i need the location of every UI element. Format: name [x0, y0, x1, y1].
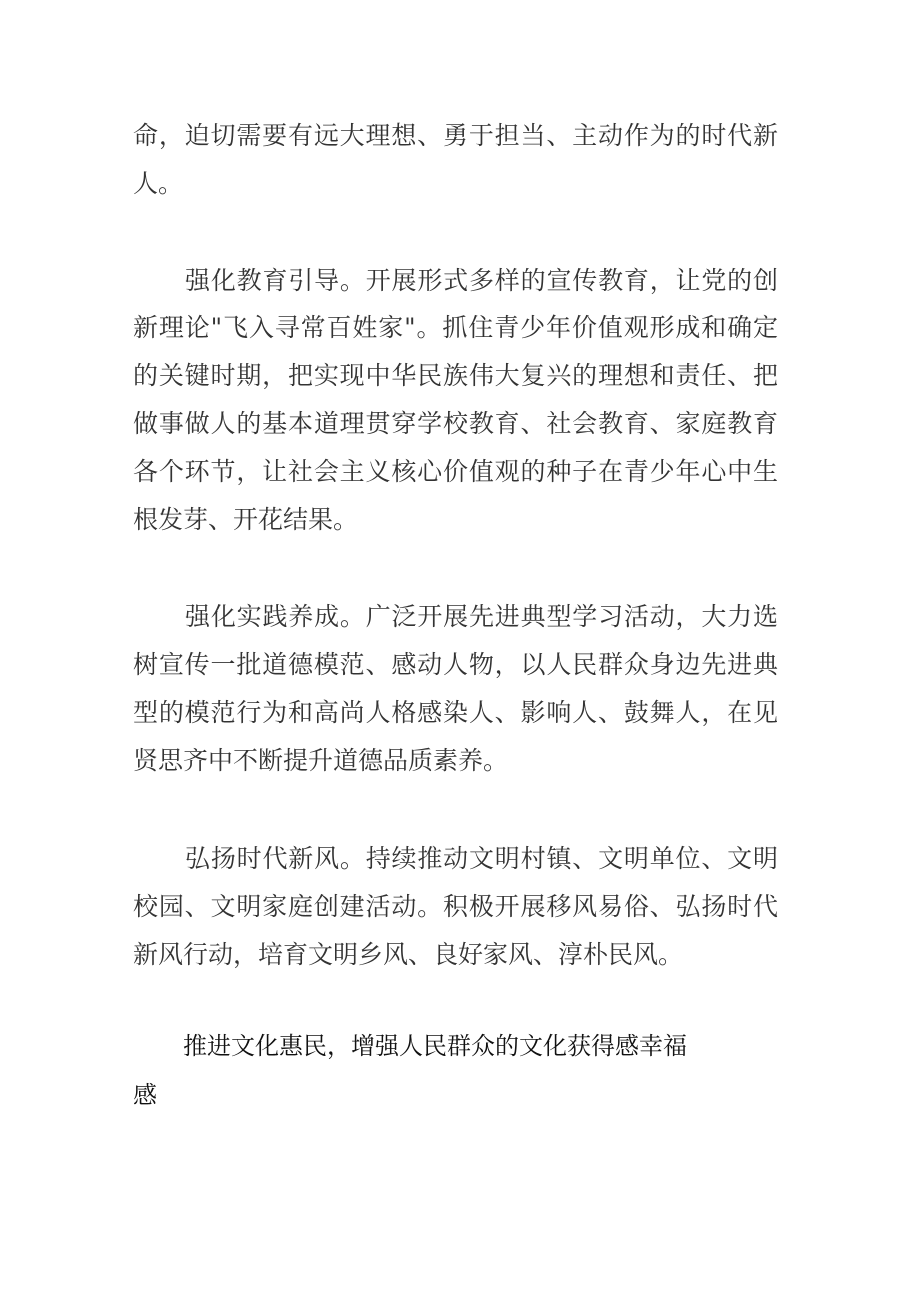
paragraph-line: 贤思齐中不断提升道德品质素养。	[133, 746, 509, 775]
paragraph-line: 校园、文明家庭创建活动。积极开展移风易俗、弘扬时代	[133, 892, 778, 921]
paragraph-line: 型的模范行为和高尚人格感染人、影响人、鼓舞人，在见	[133, 698, 778, 727]
section-heading-continuation: 感	[133, 1081, 157, 1109]
paragraph-line: 做事做人的基本道理贯穿学校教育、社会教育、家庭教育	[133, 409, 778, 438]
paragraph-line: 各个环节，让社会主义核心价值观的种子在青少年心中生	[133, 457, 778, 486]
paragraph-line: 新风行动，培育文明乡风、良好家风、淳朴民风。	[133, 940, 684, 969]
paragraph-line: 强化实践养成。广泛开展先进典型学习活动，大力选	[185, 602, 778, 631]
paragraph-line: 弘扬时代新风。持续推动文明村镇、文明单位、文明	[185, 844, 778, 873]
paragraph-line: 人。	[133, 169, 184, 198]
paragraph-line: 树宣传一批道德模范、感动人物，以人民群众身边先进典	[133, 650, 778, 679]
paragraph-line: 强化教育引导。开展形式多样的宣传教育，让党的创	[185, 266, 778, 295]
paragraph-line: 根发芽、开花结果。	[133, 505, 359, 534]
paragraph-line: 的关键时期，把实现中华民族伟大复兴的理想和责任、把	[133, 361, 778, 390]
paragraph-line: 命，迫切需要有远大理想、勇于担当、主动作为的时代新	[133, 121, 778, 150]
section-heading: 推进文化惠民，增强人民群众的文化获得感幸福	[183, 1032, 687, 1060]
paragraph-line: 新理论"飞入寻常百姓家"。抓住青少年价值观形成和确定	[133, 313, 778, 342]
